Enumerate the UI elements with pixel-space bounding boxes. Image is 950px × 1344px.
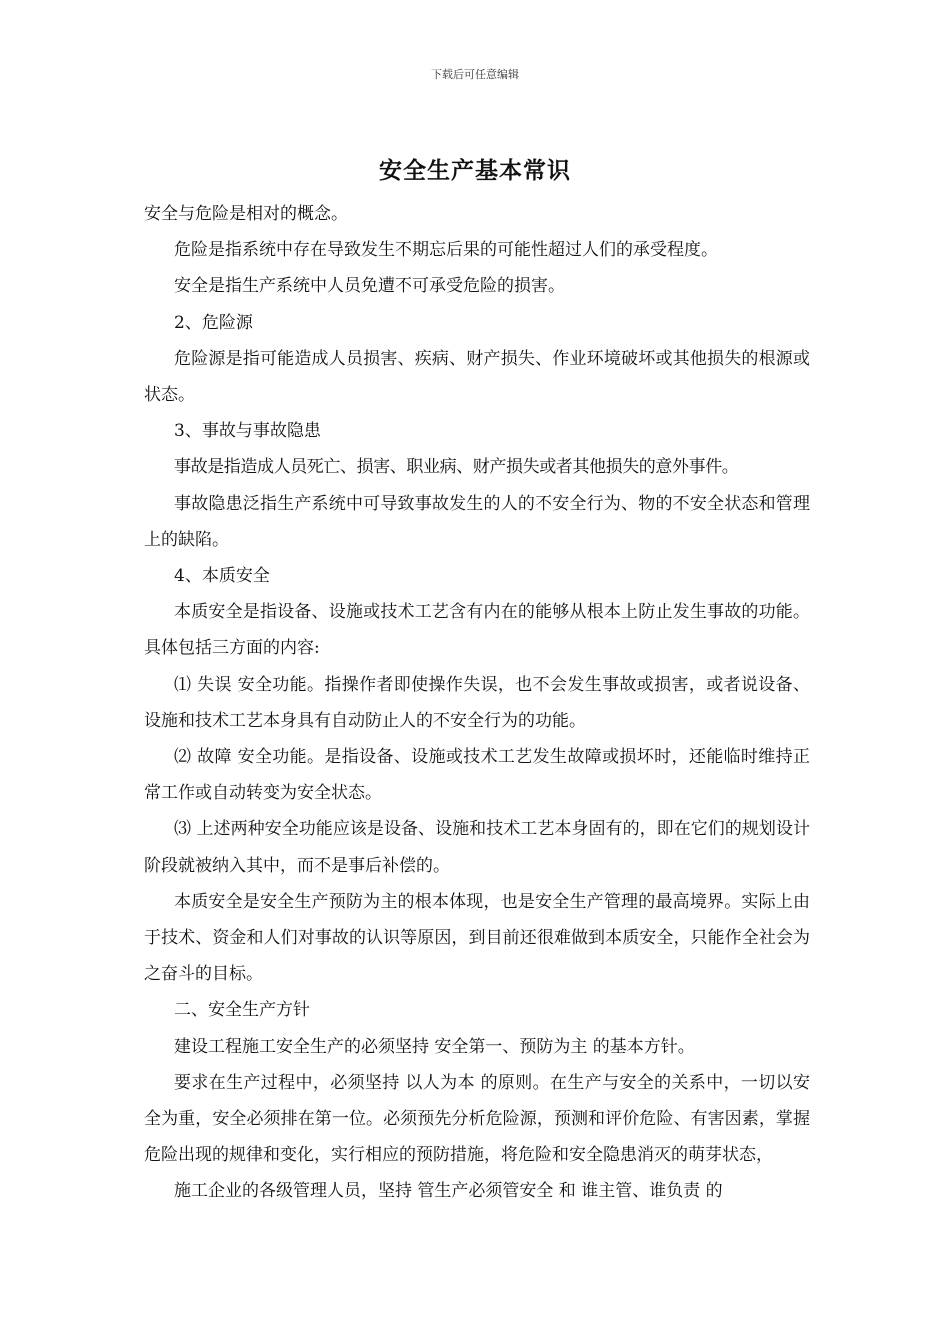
paragraph: 本质安全是指设备、设施或技术工艺含有内在的能够从根本上防止发生事故的功能。具体包括三方面的内容: — [144, 602, 810, 659]
section-heading: 4、本质安全 — [174, 566, 270, 587]
paragraph: 事故隐患泛指生产系统中可导致事故发生的人的不安全行为、物的不安全状态和管理上的缺陷。 — [144, 493, 810, 550]
paragraph: 施工企业的各级管理人员，坚持 管生产必须管安全 和 谁主管、谁负责 的 — [174, 1181, 723, 1202]
section-heading: 2、危险源 — [174, 312, 253, 333]
section-heading: 二、安全生产方针 — [174, 1000, 310, 1021]
paragraph: 建设工程施工安全生产的必须坚持 安全第一、预防为主 的基本方针。 — [174, 1036, 695, 1057]
paragraph: 事故是指造成人员死亡、损害、职业病、财产损失或者其他损失的意外事件。 — [174, 457, 739, 478]
list-item: ⑶ 上述两种安全功能应该是设备、设施和技术工艺本身固有的，即在它们的规划设计阶段就被纳入其中，而不是事后补偿的。 — [144, 819, 810, 876]
page-header: 下载后可任意编辑 — [431, 68, 519, 81]
list-item: ⑴ 失误 安全功能。指操作者即使操作失误，也不会发生事故或损害，或者说设备、设施和技术工艺本身具有自动防止人的不安全行为的功能。 — [144, 674, 810, 731]
document-body — [144, 196, 810, 1210]
paragraph: 要求在生产过程中，必须坚持 以人为本 的原则。在生产与安全的关系中，一切以安全为重，安全必须排在第一位。必须预先分析危险源，预测和评价危险、有害因素，掌握危险出现的规律和变化，实行相应的预防措施，将危险和安全隐患消灭的萌芽状态， — [144, 1072, 810, 1166]
list-item: ⑵ 故障 安全功能。是指设备、设施或技术工艺发生故障或损坏时，还能临时维持正常工作或自动转变为安全状态。 — [144, 747, 810, 804]
paragraph: 安全是指生产系统中人员免遭不可承受危险的损害。 — [174, 276, 565, 297]
paragraph: 安全与危险是相对的概念。 — [144, 204, 348, 224]
section-heading: 3、事故与事故隐患 — [174, 421, 321, 442]
document-title: 安全生产基本常识 — [379, 157, 571, 184]
paragraph: 本质安全是安全生产预防为主的根本体现，也是安全生产管理的最高境界。实际上由于技术、资金和人们对事故的认识等原因，到目前还很难做到本质安全，只能作全社会为之奋斗的目标。 — [144, 891, 810, 985]
paragraph: 危险源是指可能造成人员损害、疾病、财产损失、作业环境破坏或其他损失的根源或状态。 — [144, 348, 810, 406]
paragraph: 危险是指系统中存在导致发生不期忘后果的可能性超过人们的承受程度。 — [174, 240, 718, 261]
